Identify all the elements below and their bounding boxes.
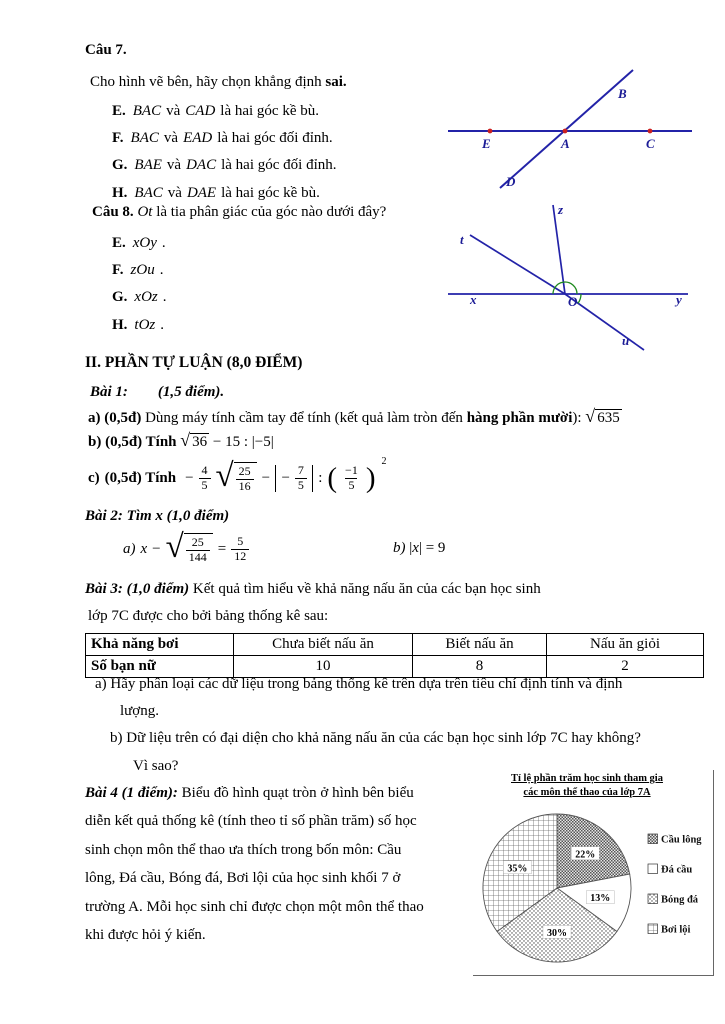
exercise-1b <box>88 430 274 451</box>
question-8-option-h <box>112 312 167 339</box>
exercise-3b <box>110 730 641 747</box>
radical-sign: √ <box>215 458 234 495</box>
question-8-option-g <box>112 284 167 311</box>
label-D: D <box>506 174 516 189</box>
radicand: 635 <box>597 410 620 426</box>
legend-swatch-3 <box>648 924 658 934</box>
sqrt-radical <box>165 529 213 566</box>
table-row-label: Số bạn nữ <box>86 656 234 678</box>
exercise-3a <box>95 676 622 693</box>
paren-open: ( <box>327 461 338 494</box>
item-key: a) <box>95 676 107 692</box>
angle-name: BAC <box>132 103 162 120</box>
exercise-4-text <box>85 779 485 949</box>
slice-percentage-label: 35% <box>507 863 528 875</box>
slice-percentage-label: 22% <box>575 849 596 861</box>
operator: = <box>217 540 227 557</box>
angle-name: CAD <box>185 103 216 120</box>
radicand: 36 <box>192 434 208 450</box>
sqrt-radical <box>180 430 209 451</box>
slice-percentage-label: 30% <box>547 927 567 939</box>
option-text: . <box>161 235 166 252</box>
q8-geometry-figure <box>438 196 706 356</box>
item-text: Dữ liệu trên có đại diện cho khả năng nấu ăn của các bạn học sinh lớp 7C hay không? <box>126 730 641 746</box>
point-E-dot <box>488 129 493 134</box>
angle-arc <box>553 288 555 294</box>
ray-Oz <box>553 205 565 294</box>
angle-name: xOy <box>132 235 157 252</box>
question-7-intro-bold: sai. <box>325 74 347 90</box>
option-key: G. <box>112 157 128 174</box>
question-8-options <box>112 230 167 339</box>
pie-chart-title-line1: Tỉ lệ phần trăm học sinh tham gia <box>511 773 663 784</box>
angle-name: xOz <box>134 289 158 306</box>
exercise-1-heading <box>90 384 224 401</box>
item-points: (0,5đ) <box>104 410 142 426</box>
section-2-title: II. PHẦN TỰ LUẬN (8,0 ĐIỂM) <box>85 354 303 371</box>
table-header-row <box>86 634 704 656</box>
label-E: E <box>482 136 491 151</box>
item-points: (0,5đ) Tính <box>104 469 177 486</box>
legend-label: Cầu lông <box>661 834 702 846</box>
label-y: y <box>676 292 682 307</box>
radical-sign: √ <box>585 406 596 426</box>
table-header-cell: Nấu ăn giỏi <box>547 634 704 656</box>
radicand <box>184 533 213 565</box>
sqrt-radical <box>585 406 621 427</box>
fraction: $\frac{4}{5}$ <box>199 464 211 493</box>
option-text: và <box>166 103 181 120</box>
operator: : <box>318 469 323 486</box>
item-key: c) <box>88 469 100 486</box>
legend-label: Bơi lội <box>661 924 691 936</box>
option-text: . <box>159 262 164 279</box>
exercise-1-points: (1,5 điểm). <box>157 384 225 400</box>
exercise-3b-line2: Vì sao? <box>133 758 179 774</box>
variable-x: x <box>412 540 419 556</box>
question-8-option-f <box>112 257 167 284</box>
label-B: B <box>618 86 627 101</box>
label-t: t <box>460 232 464 247</box>
exercise-3-text: Kết quả tìm hiểu về khả năng nấu ăn của các bạn học sinh <box>192 581 541 597</box>
exercise-3-heading <box>85 581 541 598</box>
question-7-option-g <box>112 152 337 179</box>
label-C: C <box>646 136 655 151</box>
exercise-2-heading: Bài 2: Tìm x (1,0 điểm) <box>85 508 230 524</box>
angle-name: EAD <box>183 130 213 147</box>
option-key: H. <box>112 316 128 333</box>
table-row <box>86 656 704 678</box>
table-header-cell: Khả năng bơi <box>86 634 234 656</box>
angle-name: BAE <box>134 157 162 174</box>
radical-sign: √ <box>165 529 184 566</box>
question-7-intro <box>90 74 347 91</box>
variable-x: x <box>140 540 148 557</box>
option-text: và <box>167 184 182 201</box>
angle-name: DAE <box>186 184 217 201</box>
statistics-table <box>85 633 704 678</box>
option-key: F. <box>112 130 124 147</box>
angle-name: BAC <box>130 130 159 147</box>
option-text: là hai góc kề bù. <box>220 103 319 120</box>
abs-bar <box>275 465 276 492</box>
legend-swatch-2 <box>648 894 658 904</box>
angle-name: tOz <box>134 316 156 333</box>
expression-text: − 15 : |−5| <box>212 434 274 450</box>
option-key: F. <box>112 262 124 279</box>
question-8-heading <box>92 204 386 221</box>
exercise-4-line: sinh chọn môn thể thao ưa thích trong bốn môn: Cầu <box>85 841 402 858</box>
item-key: b) <box>393 540 406 556</box>
question-7-options <box>112 98 337 207</box>
exercise-4-line: lông, Đá cầu, Bóng đá, Bơi lội của học sinh khối 7 ở <box>85 870 401 887</box>
paren-close: ) <box>365 461 376 494</box>
question-7-option-h <box>112 180 337 207</box>
operator: − <box>281 469 290 486</box>
table-cell: 10 <box>234 656 413 678</box>
fraction: $\frac{-1}{5}$ <box>345 462 358 492</box>
question-7-label: Câu 7. <box>85 42 127 58</box>
question-8-option-e <box>112 230 167 257</box>
question-7-intro-text: Cho hình vẽ bên, hãy chọn khẳng định <box>90 74 322 90</box>
item-text: Hãy phân loại các dữ liệu trong bảng thống kê trên dựa trên tiêu chí định tính và định <box>110 676 623 692</box>
exercise-2b <box>393 540 445 557</box>
pie-chart-container <box>473 770 714 976</box>
option-text: . <box>160 316 165 333</box>
table-header-cell: Chưa biết nấu ăn <box>234 634 413 656</box>
angle-arc <box>555 282 564 288</box>
exercise-4-line-text: Biểu đồ hình quạt tròn ở hình bên biểu <box>181 785 414 801</box>
item-text-bold: hàng phần mười <box>466 410 573 426</box>
line-BAD <box>500 70 633 188</box>
table-cell: 2 <box>547 656 704 678</box>
item-key: b) <box>110 730 123 746</box>
item-text: Dùng máy tính cầm tay để tính (kết quả làm tròn đến <box>145 410 463 426</box>
point-C-dot <box>648 129 653 134</box>
fraction: $\frac{25}{16}$ <box>236 465 254 494</box>
option-text: là hai góc đối đỉnh. <box>217 130 333 147</box>
option-text: và <box>163 130 179 147</box>
table-cell: 8 <box>413 656 547 678</box>
q7-geometry-figure <box>428 58 704 200</box>
abs-bar: | <box>409 540 413 556</box>
legend-swatch-0 <box>648 834 658 844</box>
angle-name: BAC <box>134 184 163 201</box>
operator: − <box>152 540 161 557</box>
option-key: E. <box>112 235 126 252</box>
exercise-4-line: trường A. Mỗi học sinh chỉ được chọn một môn thể thao <box>85 898 424 915</box>
option-key: H. <box>112 184 128 201</box>
exercise-3-text-line2: lớp 7C được cho bởi bảng thống kê sau: <box>88 608 329 624</box>
ray-Ot <box>470 235 565 294</box>
exponent: 2 <box>381 456 387 467</box>
exercise-1c <box>88 455 387 501</box>
fraction: $\frac{7}{5}$ <box>295 464 307 493</box>
item-text: ): <box>572 410 582 426</box>
fraction: $\frac{5}{12}$ <box>231 535 249 564</box>
abs-bar <box>312 465 313 492</box>
slice-percentage-label: 13% <box>590 893 611 905</box>
angle-arc <box>578 294 581 303</box>
option-text: . <box>162 289 167 306</box>
radicand <box>234 462 257 494</box>
pie-chart-svg <box>473 770 713 975</box>
legend-label: Bóng đá <box>661 894 699 906</box>
fraction: $\frac{25}{144}$ <box>186 536 210 565</box>
operator: − <box>185 469 194 486</box>
operator: − <box>261 469 271 486</box>
sqrt-radical <box>215 458 257 495</box>
exercise-3a-line2: lượng. <box>120 703 159 719</box>
exercise-3-label: Bài 3: (1,0 điểm) <box>85 581 190 597</box>
item-key: a) <box>88 410 101 426</box>
option-key: E. <box>112 103 126 120</box>
exercise-4-label: Bài 4 (1 điểm): <box>85 785 178 801</box>
option-key: G. <box>112 289 128 306</box>
exercise-4-line: diễn kết quả thống kê (tính theo tỉ số phần trăm) số học <box>85 813 417 830</box>
legend-swatch-1 <box>648 864 658 874</box>
exercise-1a <box>88 406 622 427</box>
item-key: b) <box>88 434 102 450</box>
question-8-math: Ot <box>137 204 153 220</box>
question-8-label: Câu 8. <box>92 204 134 220</box>
item-key: a) <box>123 540 136 557</box>
label-A: A <box>561 136 570 151</box>
exercise-1-label: Bài 1: <box>90 384 128 400</box>
label-z: z <box>558 202 564 217</box>
option-text: và <box>166 157 182 174</box>
exercise-2a <box>123 528 249 570</box>
option-text: là hai góc đối đỉnh. <box>221 157 337 174</box>
exercise-4-line: khi được hỏi ý kiến. <box>85 927 206 944</box>
item-points: (0,5đ) Tính <box>105 434 177 450</box>
label-x: x <box>470 292 477 307</box>
label-O: O <box>568 294 578 309</box>
legend-label: Đá cầu <box>661 864 693 876</box>
label-u: u <box>622 333 630 348</box>
question-7-option-e <box>112 98 337 125</box>
angle-name: DAC <box>186 157 217 174</box>
point-A-dot <box>563 129 568 134</box>
table-header-cell: Biết nấu ăn <box>413 634 547 656</box>
angle-name: zOu <box>130 262 155 279</box>
pie-chart-title-line2: các môn thể thao của lớp 7A <box>523 786 651 798</box>
question-7-option-f <box>112 125 337 152</box>
exercise-4-line <box>85 779 485 807</box>
option-text: là hai góc kề bù. <box>221 184 320 201</box>
question-8-text: là tia phân giác của góc nào dưới đây? <box>156 204 387 220</box>
expression-text: | = 9 <box>418 540 446 556</box>
radical-sign: √ <box>180 430 191 450</box>
